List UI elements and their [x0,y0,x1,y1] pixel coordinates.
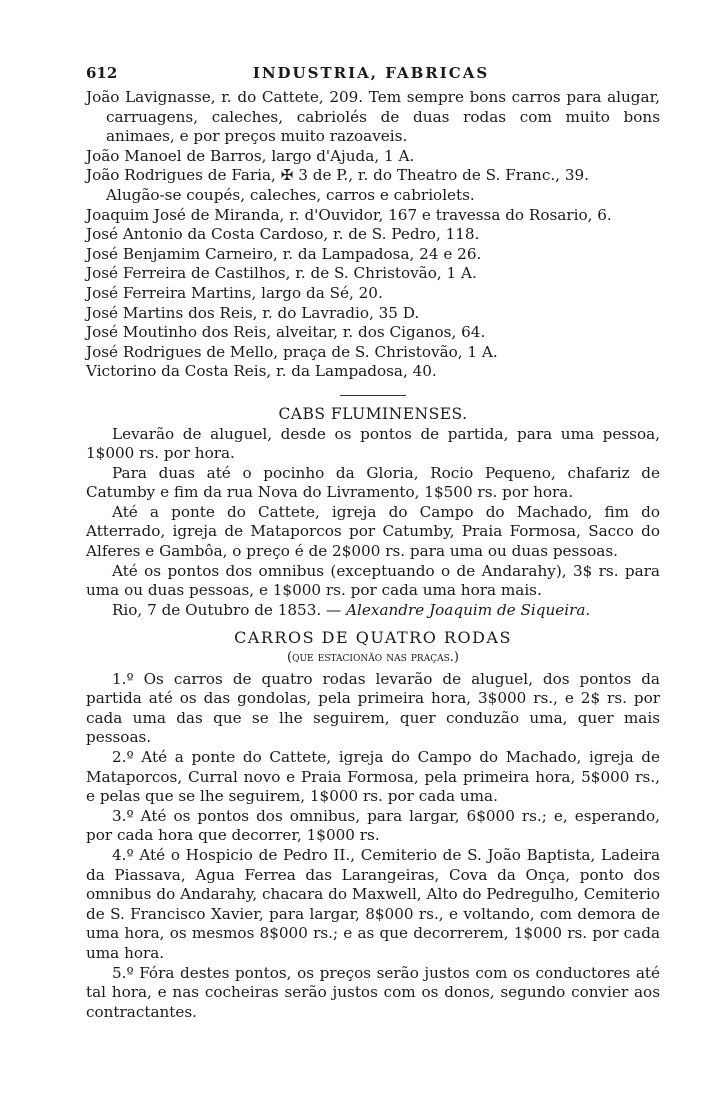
directory-entry: João Rodrigues de Faria, ✠ 3 de P., r. do Theatro de S. Franc., 39. [86,166,589,185]
cabs-section [86,405,660,621]
directory-entry: Victorino da Costa Reis, r. da Lampadosa, 40. [86,362,437,381]
dateline [86,601,660,621]
date-text: Rio, 7 de Outubro de 1853. — [112,600,342,619]
carros-paragraph: 4.º Até o Hospicio de Pedro II., Cemiterio de S. João Baptista, Ladeira da Piassava, Agua Ferrea das Larangeiras, Cova da Onça, ponto dos omnibus do Andarahy, chacara do Maxwell, Alto do Pedregulho, Cemiterio de S. Francisco Xavier, para largar, 8$000 rs., e voltando, com demora de uma hora, os mesmos 8$000 rs.; e as que decorrerem, 1$000 rs. por cada uma hora. [86,845,660,962]
carros-title: CARROS DE QUATRO RODAS [234,628,512,648]
cabs-paragraph: Levarão de aluguel, desde os pontos de partida, para uma pessoa, 1$000 rs. por hora. [86,424,660,463]
directory-entry-note: Alugão-se coupés, caleches, carros e cabriolets. [106,185,475,204]
carriage-directory [86,88,660,382]
directory-entry: José Antonio da Costa Cardoso, r. de S. Pedro, 118. [86,225,480,244]
section-divider [340,395,406,396]
cabs-paragraph: Para duas até o pocinho da Gloria, Rocio Pequeno, chafariz de Catumby e fim da rua Nova do Livramento, 1$500 rs. por hora. [86,463,660,502]
directory-entry: José Moutinho dos Reis, alveitar, r. dos Ciganos, 64. [86,323,486,342]
cabs-paragraph: Até a ponte do Cattete, igreja do Campo do Machado, fim do Atterrado, igreja de Mataporcos por Catumby, Praia Formosa, Sacco do Alferes e Gambôa, o preço é de 2$000 rs. para uma ou duas pessoas. [86,502,660,561]
page-number: 612 [86,64,118,82]
carros-paragraph: 3.º Até os pontos dos omnibus, para largar, 6$000 rs.; e, esperando, por cada hora que decorrer, 1$000 rs. [86,806,660,845]
signature-author: Alexandre Joaquim de Siqueira. [346,600,591,619]
directory-entry: José Benjamim Carneiro, r. da Lampadosa, 24 e 26. [86,244,482,263]
carros-paragraph: 5.º Fóra destes pontos, os preços serão justos com os conductores até tal hora, e nas cocheiras serão justos com os donos, segundo convier aos contractantes. [86,963,660,1021]
page-content [86,88,660,1022]
carros-subtitle: (que estacionão nas praças.) [287,650,459,666]
directory-entry: José Rodrigues de Mello, praça de S. Christovão, 1 A. [86,342,498,361]
cabs-paragraph: Até os pontos dos omnibus (exceptuando o de Andarahy), 3$ rs. para uma ou duas pessoas, e 1$000 rs. por cada uma hora mais. [86,561,660,600]
carros-paragraph: 2.º Até a ponte do Cattete, igreja do Campo do Machado, igreja de Mataporcos, Curral novo e Praia Formosa, pela primeira hora, 5$000 rs., e pelas que se lhe seguirem, 1$000 rs. por cada uma. [86,748,660,806]
running-title: INDUSTRIA, FABRICAS [252,64,490,82]
directory-entry: José Ferreira Martins, largo da Sé, 20. [86,283,383,302]
directory-entry: João Lavignasse, r. do Cattete, 209. Tem sempre bons carros para alugar, carruagens, caleches, cabriolés de duas rodas com muito bons animaes, e por preços muito razoaveis. [86,88,660,146]
cabs-title: CABS FLUMINENSES. [278,404,468,423]
directory-entry: José Martins dos Reis, r. do Lavradio, 35 D. [86,303,420,322]
directory-entry: Joaquim José de Miranda, r. d'Ouvidor, 167 e travessa do Rosario, 6. [86,205,612,224]
directory-entry: José Ferreira de Castilhos, r. de S. Christovão, 1 A. [86,264,477,283]
carros-section [86,628,660,1022]
running-header [86,64,656,86]
directory-entry: João Manoel de Barros, largo d'Ajuda, 1 A. [86,146,415,165]
carros-paragraph: 1.º Os carros de quatro rodas levarão de aluguel, dos pontos da partida até os das gondolas, pela primeira hora, 3$000 rs., e 2$ rs. por cada uma das que se lhe seguirem, quer conduzão uma, quer mais pessoas. [86,669,660,747]
